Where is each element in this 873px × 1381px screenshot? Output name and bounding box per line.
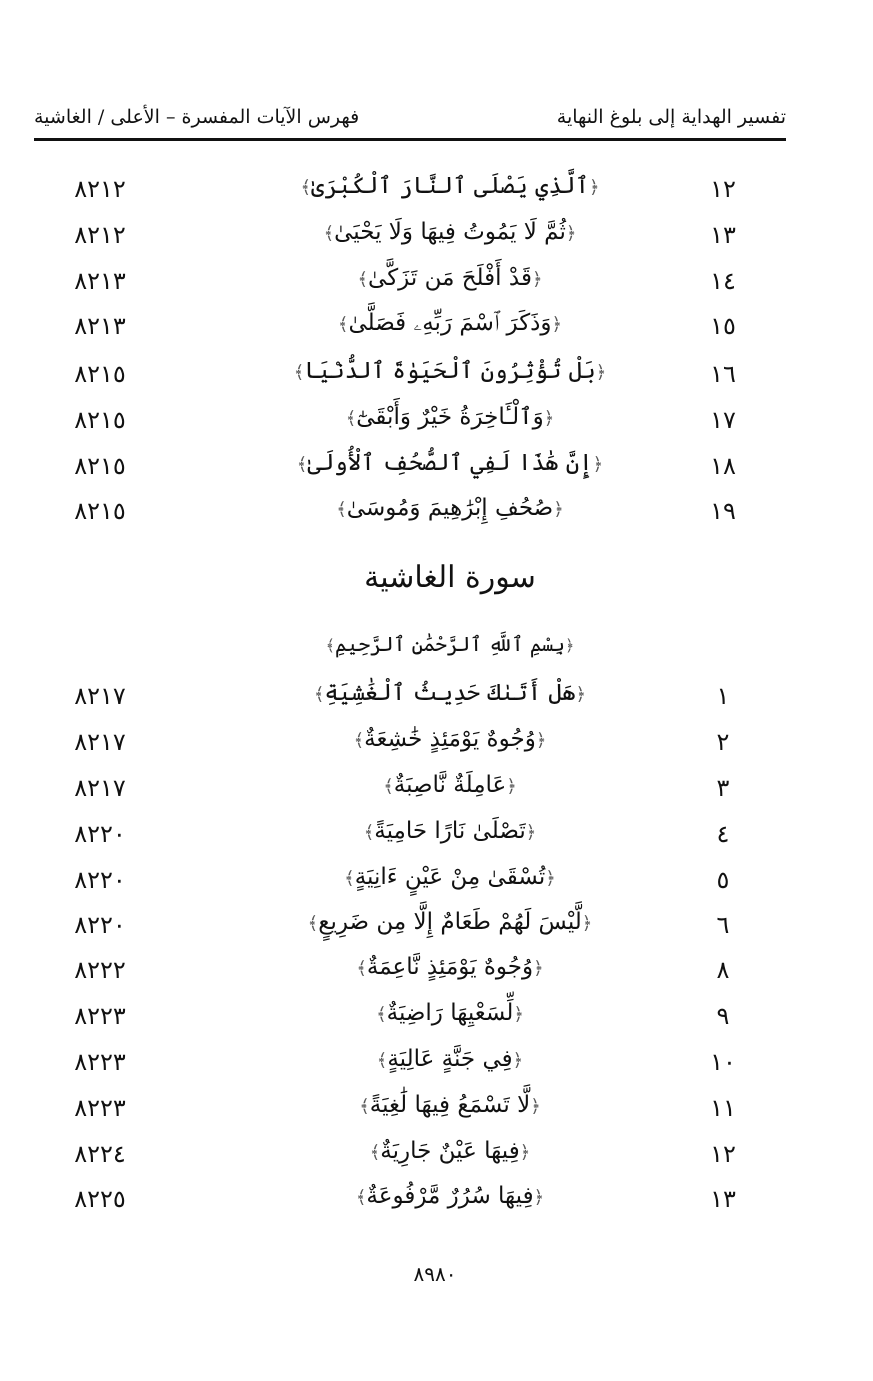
ayah-number: ١٥: [710, 312, 736, 340]
index-row: [0, 718, 873, 764]
running-header: [34, 100, 786, 134]
verse-text: ﴿بَلْ تُؤْثِرُونَ ٱلْحَيَوٰةَ ٱلدُّنْيَا﴾: [293, 358, 607, 384]
verse-text: ﴿هَلْ أَتَىٰكَ حَدِيثُ ٱلْغَٰشِيَةِ﴾: [313, 680, 587, 706]
ornate-bracket-open: ﴿: [565, 636, 575, 655]
verse-text: ﴿وُجُوهٌ يَوْمَئِذٍ خَٰشِعَةٌ﴾: [353, 726, 547, 752]
ornate-bracket-close: ﴾: [325, 636, 335, 655]
ayah-number: ١٤: [710, 267, 736, 295]
index-row: [0, 810, 873, 856]
verse-text: ﴿تُسْقَىٰ مِنْ عَيْنٍ ءَانِيَةٍ﴾: [344, 864, 556, 890]
index-row: [0, 764, 873, 810]
ayah-number: ٤: [716, 820, 730, 848]
index-row: [0, 302, 873, 348]
index-row: [0, 1084, 873, 1130]
index-row: [0, 1038, 873, 1084]
page-reference: ٨٢١٢: [74, 221, 126, 249]
ayah-number: ١٩: [710, 497, 736, 525]
ayah-number: ١٣: [710, 1185, 736, 1213]
ayah-number: ١٦: [710, 360, 736, 388]
index-row: [0, 350, 873, 396]
ayah-number: ٦: [716, 911, 730, 939]
page-reference: ٨٢٢٣: [74, 1048, 126, 1076]
ayah-number: ٥: [716, 866, 730, 894]
page-reference: ٨٢١٥: [74, 497, 126, 525]
verse-text: ﴿وَٱلْـَٔاخِرَةُ خَيْرٌ وَأَبْقَىٰٓ﴾: [345, 404, 555, 430]
verse-text: ﴿إِنَّ هَٰذَا لَفِي ٱلصُّحُفِ ٱلْأُولَىٰ﴾: [296, 450, 604, 476]
index-row: [0, 487, 873, 533]
verse-text: ﴿صُحُفِ إِبْرَٰهِيمَ وَمُوسَىٰ﴾: [336, 495, 564, 521]
verse-text: ﴿لَّيْسَ لَهُمْ طَعَامٌ إِلَّا مِن ضَرِيعٍ﴾: [307, 909, 593, 935]
index-row: [0, 396, 873, 442]
page-reference: ٨٢١٥: [74, 452, 126, 480]
page-reference: ٨٢١٧: [74, 774, 126, 802]
verse-text: ﴿فِي جَنَّةٍ عَالِيَةٍ﴾: [376, 1046, 524, 1072]
page-reference: ٨٢٢٠: [74, 820, 126, 848]
header-index-title: فهرس الآيات المفسرة – الأعلى / الغاشية: [34, 106, 360, 128]
page-reference: ٨٢٢٤: [74, 1140, 126, 1168]
ayah-number: ٨: [716, 956, 730, 984]
ayah-number: ١٣: [710, 221, 736, 249]
ayah-number: ٩: [716, 1002, 730, 1030]
ornate-bracket-open: ﴿: [589, 177, 600, 198]
ayah-number: ١١: [710, 1094, 736, 1122]
page-reference: ٨٢١٢: [74, 175, 126, 203]
page-reference: ٨٢٢٣: [74, 1094, 126, 1122]
page-reference: ٨٢١٣: [74, 312, 126, 340]
index-row: [0, 1130, 873, 1176]
ayah-number: ١٠: [710, 1048, 736, 1076]
surah-title: سورة الغاشية: [364, 560, 536, 595]
page-reference: ٨٢٢٠: [74, 866, 126, 894]
ayah-number: ٢: [716, 728, 730, 756]
index-row: [0, 992, 873, 1038]
verse-text: ﴿وُجُوهٌ يَوْمَئِذٍ نَّاعِمَةٌ﴾: [356, 954, 544, 980]
page-reference: ٨٢١٧: [74, 728, 126, 756]
verse-text: ﴿فِيهَا سُرُرٌ مَّرْفُوعَةٌ﴾: [355, 1183, 545, 1209]
verse-text: ﴿ٱلَّذِي يَصْلَى ٱلنَّارَ ٱلْكُبْرَىٰ﴾: [300, 173, 600, 199]
basmala: ﴿بِسْمِ ٱللَّهِ ٱلرَّحْمَٰنِ ٱلرَّحِيمِ﴾: [325, 632, 575, 656]
ayah-number: ١٢: [710, 1140, 736, 1168]
page-reference: ٨٢٢٥: [74, 1185, 126, 1213]
ayah-number: ١٧: [710, 406, 736, 434]
index-row: [0, 257, 873, 303]
verse-text: ﴿ثُمَّ لَا يَمُوتُ فِيهَا وَلَا يَحْيَىٰ﴾: [323, 219, 577, 245]
verse-text: ﴿وَذَكَرَ ٱسْمَ رَبِّهِۦ فَصَلَّىٰ﴾: [337, 310, 563, 336]
page-reference: ٨٢١٥: [74, 360, 126, 388]
page-reference: ٨٢١٥: [74, 406, 126, 434]
header-rule: [34, 138, 786, 141]
verse-text: ﴿قَدْ أَفْلَحَ مَن تَزَكَّىٰ﴾: [357, 265, 543, 291]
index-row: [0, 211, 873, 257]
page-reference: ٨٢١٣: [74, 267, 126, 295]
verse-text: ﴿لَّا تَسْمَعُ فِيهَا لَٰغِيَةً﴾: [359, 1092, 541, 1118]
page-reference: ٨٢٢٢: [74, 956, 126, 984]
index-row: [0, 946, 873, 992]
ayah-number: ١٨: [710, 452, 736, 480]
index-row: [0, 856, 873, 902]
index-row: [0, 672, 873, 718]
ayah-number: ١: [716, 682, 730, 710]
verse-text: ﴿لِّسَعْيِهَا رَاضِيَةٌ﴾: [376, 1000, 524, 1026]
ornate-bracket-close: ﴾: [300, 177, 311, 198]
ayah-number: ١٢: [710, 175, 736, 203]
verse-text: ﴿فِيهَا عَيْنٌ جَارِيَةٌ﴾: [369, 1138, 531, 1164]
verse-text: ﴿عَامِلَةٌ نَّاصِبَةٌ﴾: [383, 772, 517, 798]
index-row: [0, 1175, 873, 1221]
page-number: ٨٩٨٠: [413, 1262, 457, 1286]
page-reference: ٨٢٢٣: [74, 1002, 126, 1030]
index-row: [0, 165, 873, 211]
index-row: [0, 901, 873, 947]
header-book-title: تفسير الهداية إلى بلوغ النهاية: [556, 106, 786, 128]
index-row: [0, 442, 873, 488]
verse-text: ﴿تَصْلَىٰ نَارًا حَامِيَةً﴾: [363, 818, 537, 844]
page-reference: ٨٢١٧: [74, 682, 126, 710]
ayah-number: ٣: [716, 774, 730, 802]
page-reference: ٨٢٢٠: [74, 911, 126, 939]
